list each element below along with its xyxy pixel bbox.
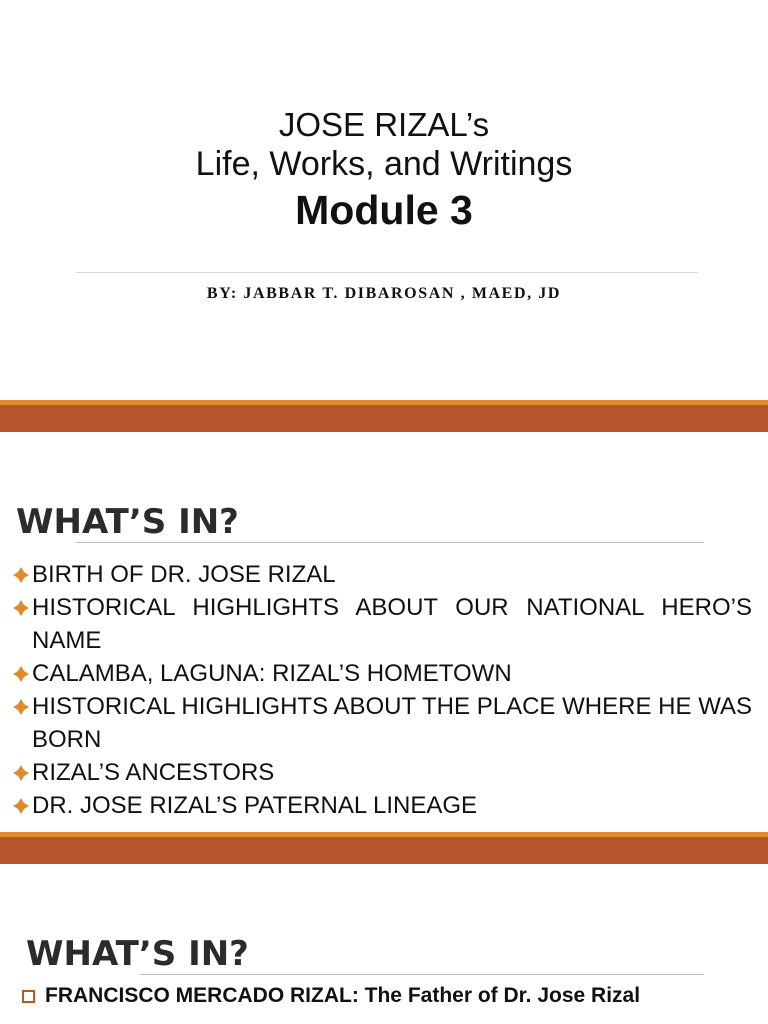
slide-whats-in [0,432,768,832]
list-item: RIZAL’S ANCESTORS [12,756,752,789]
slide-separator [0,832,768,864]
divider [76,542,704,543]
title-line-1: JOSE RIZAL’s [278,106,490,143]
list-item: BIRTH OF DR. JOSE RIZAL [12,558,752,591]
author-byline: BY: JABBAR T. DIBAROSAN , MAED, JD [206,285,562,302]
bullet-list [12,558,752,822]
diamond-bullet-icon [12,698,30,716]
divider [140,974,704,975]
title-line-2: Life, Works, and Writings [195,145,573,183]
slide-separator [0,400,768,432]
diamond-bullet-icon [12,599,30,617]
list-item: HISTORICAL HIGHLIGHTS ABOUT THE PLACE WHERE HE WAS BORN [12,690,752,756]
diamond-bullet-icon [12,665,30,683]
divider [76,272,698,273]
slide-heading: WHAT’S IN? [26,934,249,974]
square-bullet-icon [22,990,35,1003]
diamond-bullet-icon [12,566,30,584]
list-item: FRANCISCO MERCADO RIZAL: The Father of Dr. Jose Rizal [22,984,640,1008]
diamond-bullet-icon [12,797,30,815]
diamond-bullet-icon [12,764,30,782]
list-item: CALAMBA, LAGUNA: RIZAL’S HOMETOWN [12,657,752,690]
module-title: Module 3 [295,187,473,233]
slide-title [0,0,768,400]
list-item: DR. JOSE RIZAL’S PATERNAL LINEAGE [12,789,752,822]
slide-heading: WHAT’S IN? [16,502,239,542]
slide-whats-in-2 [0,864,768,1024]
list-item: HISTORICAL HIGHLIGHTS ABOUT OUR NATIONAL HERO’S NAME [12,591,752,657]
